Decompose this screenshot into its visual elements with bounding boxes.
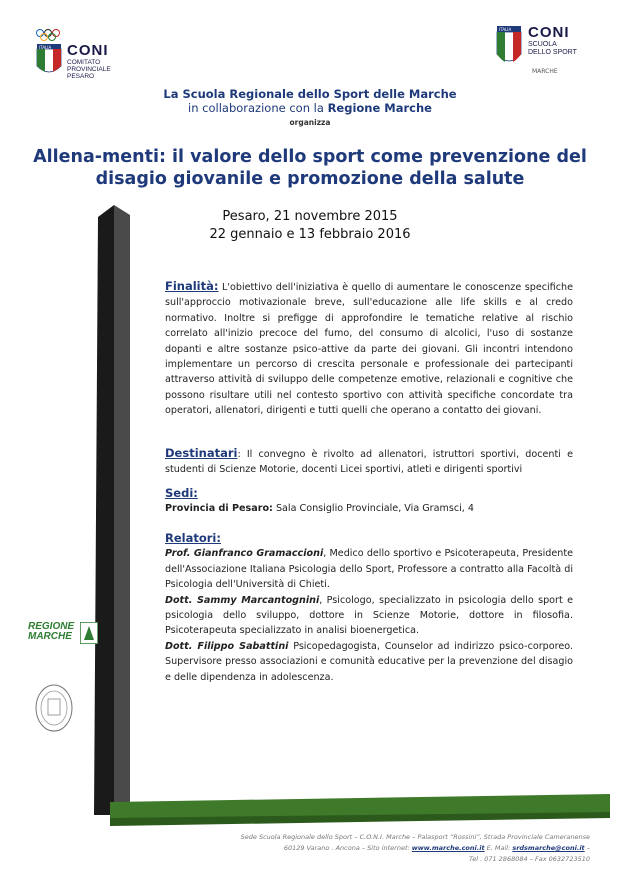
obelisk-decoration: [90, 205, 130, 815]
finalita-text: L'obiettivo dell'iniziativa è quello di aumentare le conoscenze specifiche sull'approccio motivazionale breve, sull'educazione alle life skills e al credo normativo. Inoltre si prefigge di approfondire le tematiche relative al rischio correlato all'inizio precoce del fumo, del consumo di alcolici, l'uso di sostanze dopanti e altre sostanze psico-attive da parte dei giovani. Gli incontri intendono implementare un percorso di crescita personale e professionale dei partecipanti attraverso attività di sviluppo delle competenze emotive, relazionali e cognitive che possono risultare utili nel contesto sportivo con attività specifiche concordate tra operatori, allenatori, dirigenti e tutti quelli che operano a contatto dei giovani.: [165, 282, 573, 417]
grass-decoration: [110, 790, 610, 830]
coni-scuola-logo: [494, 24, 594, 80]
page-title: Allena-menti: il valore dello sport come prevenzione del disagio giovanile e promozione della salute: [33, 147, 587, 189]
coni-sub-text: COMITATO PROVINCIALE PESARO: [67, 59, 111, 80]
logo-italia-label: ITALIA: [39, 45, 52, 50]
olympic-rings-shield-icon: [34, 28, 64, 78]
relatore-item: Dott. Sammy Marcantognini, Psicologo, specializzato in psicologia dello sport e psicologia dello sviluppo, dottore in Scienze Motorie, dottore in filosofia. Psicoterapeuta specializzato in analisi bioenergetica.: [165, 594, 573, 637]
organizza-label: organizza: [289, 118, 331, 127]
sedi-heading: Sedi:: [165, 486, 198, 500]
destinatari-heading: Destinatari: [165, 446, 238, 460]
regione-marche-text: REGIONE MARCHE: [28, 621, 75, 642]
provincia-seal-icon: [34, 683, 74, 733]
relatore-item: Dott. Filippo Sabattini Psicopedagogista, Counselor ad indirizzo psico-corporeo. Supervisore presso associazioni e comunità educative per la prevenzione del disagio e delle dipendenza in adolescenza.: [165, 640, 574, 683]
finalita-heading: Finalità:: [165, 279, 219, 293]
footer-address: Sede Scuola Regionale dello Sport – C.O.N.I. Marche – Palasport “Rossini”, Strada Provinciale Cameranense: [240, 833, 590, 841]
scuola-sport-text: SCUOLA DELLO SPORT: [528, 41, 577, 56]
footer-contacts: 60129 Varano . Ancona – Sito internet: www.marche.coni.it E. Mail: srdsmarche@coni.it –: [283, 844, 590, 852]
section-destinatari: [165, 446, 573, 478]
regione-marche-logo: [28, 622, 100, 648]
section-sedi: [165, 486, 573, 517]
organizer-line: La Scuola Regionale dello Sport delle Marche: [163, 87, 457, 101]
relatore-item: Prof. Gianfranco Gramaccioni, Medico dello sportivo e Psicoterapeuta, Presidente dell'Associazione Italiana Psicologia dello Sport, Professore a contratto alla Facoltà di Psicologia dell'Università di Chieti.: [165, 548, 573, 591]
footer-phone: Tel . 071 2868084 – Fax 0632723510: [469, 855, 590, 863]
coni-pesaro-logo: [34, 28, 114, 88]
destinatari-text: : Il convegno è rivolto ad allenatori, istruttori sportivi, docenti e studenti di Scienze Motorie, docenti Licei sportivi, atleti e dirigenti sportivi: [165, 449, 573, 476]
coni-wordmark: CONI: [67, 42, 109, 59]
section-finalita: [165, 279, 573, 419]
collaboration-line: in collaborazione con la Regione Marche: [188, 101, 432, 115]
coni-wordmark-right: CONI: [528, 24, 570, 41]
website-link[interactable]: www.marche.coni.it: [411, 844, 485, 852]
event-dates: Pesaro, 21 novembre 2015 22 gennaio e 13 febbraio 2016: [209, 209, 411, 242]
logo-italia-label-right: ITALIA: [499, 27, 512, 32]
footer: [150, 832, 590, 865]
email-link[interactable]: srdsmarche@coni.it: [512, 844, 585, 852]
relatori-heading: Relatori:: [165, 531, 221, 545]
regione-emblem-icon: [80, 622, 98, 644]
sedi-place: Provincia di Pesaro: Sala Consiglio Provinciale, Via Gramsci, 4: [165, 503, 474, 515]
section-relatori: [165, 531, 573, 685]
marche-tag: MARCHE: [532, 68, 558, 75]
